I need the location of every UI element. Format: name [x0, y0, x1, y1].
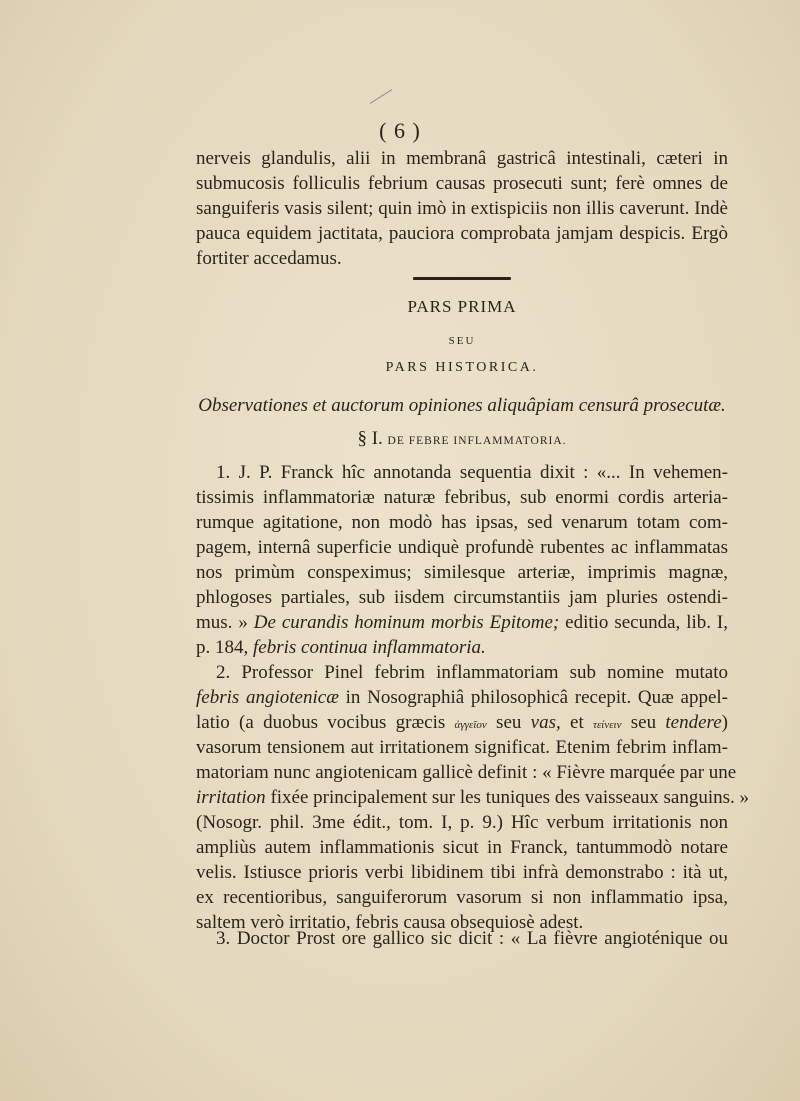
- text-line: fortiter accedamus.: [196, 248, 342, 269]
- citation-title: febris continua inflammatoria.: [253, 637, 486, 658]
- section-heading: [196, 428, 728, 450]
- section-rule: [413, 277, 511, 280]
- text-line: (Nosogr. phil. 3me édit., tom. I, p. 9.) Hîc verbum irritationis non: [196, 812, 728, 833]
- text-line: matoriam nunc angiotenicam gallicè definit : « Fièvre marquée par une: [196, 762, 737, 783]
- greek-word: τείνειν: [593, 719, 622, 731]
- section-title: DE FEBRE INFLAMMATORIA.: [387, 435, 567, 447]
- term: tendere: [665, 712, 722, 733]
- paragraph-3: [196, 926, 728, 951]
- text-run: et: [560, 712, 594, 733]
- intro-paragraph: [196, 146, 728, 271]
- citation-title: De curandis hominum morbis Epitome;: [253, 612, 560, 633]
- text-run: mus. »: [196, 612, 254, 633]
- text-line: tissimis inflammatoriæ naturæ febribus, sub enormi cordis arteria-: [196, 487, 728, 508]
- text-line: sanguiferis vasis silent; quin imò in extispiciis non illis caverunt. Indè: [196, 198, 728, 219]
- text-line: [196, 710, 728, 735]
- pencil-mark: [370, 89, 393, 104]
- term: vas,: [530, 712, 561, 733]
- text-run: ): [721, 712, 728, 733]
- paragraph-1: [196, 460, 728, 660]
- text-line: pauca equidem jactitata, pauciora comprobata jamjam despicis. Ergò: [196, 223, 728, 244]
- part-heading-conjunction: SEU: [448, 335, 476, 347]
- text-line: [196, 785, 750, 810]
- text-line: 3. Doctor Prost ore gallico sic dicit : « La fièvre angioténique ou: [216, 928, 728, 949]
- term: febris angiotenicæ: [196, 687, 339, 708]
- text-run: fixée principalement sur les tuniques des vaisseaux sanguins. »: [265, 787, 750, 808]
- text-line: [196, 685, 728, 710]
- text-line: rumque agitatione, non modò has ipsas, sed venarum totam com-: [196, 512, 728, 533]
- text-run: latio (a duobus vocibus græcis: [196, 712, 455, 733]
- section-mark: § I.: [357, 428, 383, 449]
- text-run: seu: [486, 712, 531, 733]
- text-run: seu: [621, 712, 666, 733]
- text-line: nos primùm conspeximus; similesque arteriæ, imprimis magnæ,: [196, 562, 728, 583]
- text-line: [196, 635, 728, 660]
- text-run: editio secunda, lib. I,: [559, 612, 728, 633]
- text-line: submucosis folliculis febrium causas prosecuti sunt; ferè omnes de: [196, 173, 728, 194]
- greek-word: ἀγγεῖον: [454, 719, 487, 731]
- text-line: 1. J. P. Franck hîc annotanda sequentia dixit : «... In vehemen-: [216, 462, 728, 483]
- paragraph-2: [196, 660, 750, 935]
- text-line: phlogoses partiales, sub iisdem circumstantiis jam pluries ostendi-: [196, 587, 728, 608]
- text-line: velis. Istiusce prioris verbi libidinem tibi infrà demonstrabo : ità ut,: [196, 862, 728, 883]
- part-heading: PARS PRIMA: [407, 297, 517, 316]
- part-subheading: PARS HISTORICA.: [385, 360, 539, 375]
- page-number: ( 6 ): [379, 118, 421, 143]
- text-line: vasorum tensionem aut irritationem significat. Etenim febrim inflam-: [196, 737, 728, 758]
- text-line: ex recentioribus, sanguiferorum vasorum si non inflammatio ipsa,: [196, 887, 728, 908]
- text-line: saltem verò irritatio, febris causa obsequiosè adest.: [196, 912, 584, 933]
- part-description: Observationes et auctorum opiniones aliquâpiam censurâ prosecutæ.: [198, 395, 726, 416]
- text-run: p. 184,: [196, 637, 253, 658]
- text-line: 2. Professor Pinel febrim inflammatoriam sub nomine mutato: [216, 662, 728, 683]
- text-run: in Nosographiâ philosophicâ recepit. Quæ appel-: [338, 687, 729, 708]
- term: irritation: [196, 787, 266, 808]
- text-line: [196, 610, 728, 635]
- text-line: ampliùs autem inflammationis sicut in Franck, tantummodò notare: [196, 837, 728, 858]
- text-line: pagem, internâ superficie undiquè profundè rubentes ac inflammatas: [196, 537, 728, 558]
- text-line: nerveis glandulis, alii in membranâ gastricâ intestinali, cæteri in: [196, 148, 728, 169]
